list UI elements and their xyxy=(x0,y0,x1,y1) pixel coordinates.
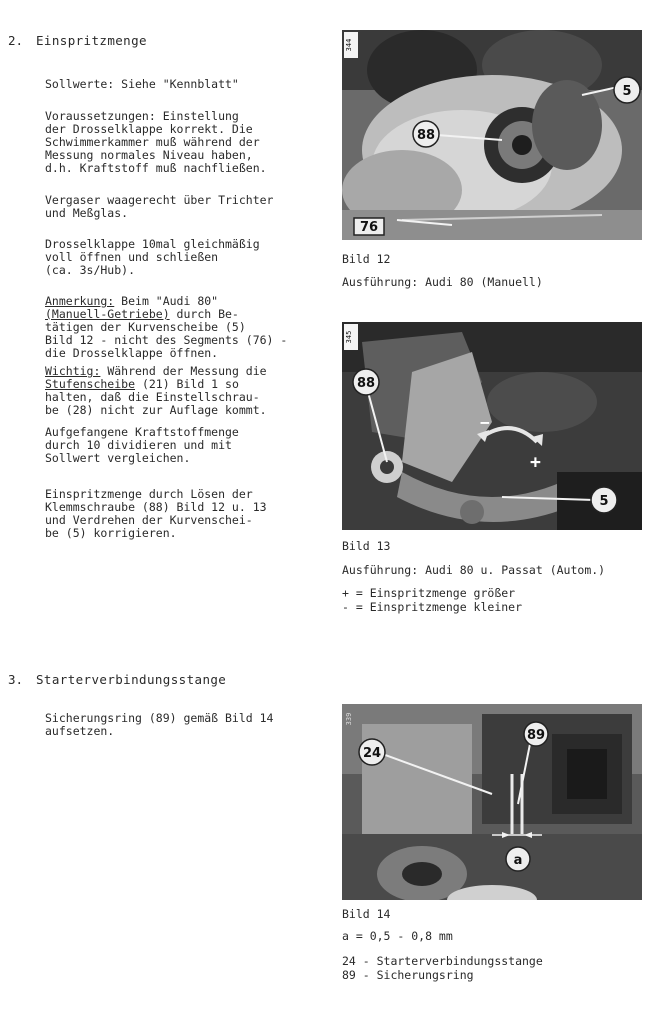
section-2-carburetor-position: Vergaser waagerecht über Trichter und Meßglas. xyxy=(45,193,274,220)
svg-text:−: − xyxy=(480,413,490,432)
figure-12-caption-title: Bild 12 xyxy=(342,252,391,266)
figure-14-caption-text: a = 0,5 - 0,8 mm xyxy=(342,929,453,943)
section-2-throttle-operation: Drosselklappe 10mal gleichmäßig voll öffnen und schließen (ca. 3s/Hub). xyxy=(45,237,260,277)
figure-12-caption-text: Ausführung: Audi 80 (Manuell) xyxy=(342,275,543,289)
figure-14-legend-24: 24 - Starterverbindungsstange xyxy=(342,954,543,968)
callout-5-label: 5 xyxy=(622,84,632,99)
important-label-2: Stufenscheibe xyxy=(45,377,136,391)
callout-88-label: 88 xyxy=(416,128,436,143)
note-label-gearbox: (Manuell-Getriebe) xyxy=(45,307,170,321)
figure-13-photo xyxy=(342,322,642,530)
callout-89-label: 89 xyxy=(526,728,546,743)
note-text: Beim "Audi 80" xyxy=(114,294,219,308)
callout-a-label: a xyxy=(513,853,523,868)
section-3-number: 3. xyxy=(8,672,24,687)
figure-13-legend-minus: - = Einspritzmenge kleiner xyxy=(342,600,523,614)
callout-76-label: 76 xyxy=(359,220,379,235)
section-2-correction: Einspritzmenge durch Lösen der Klemmschraube (88) Bild 12 u. 13 und Verdrehen der Kurvenschei- be (5) korrigieren. xyxy=(45,487,267,540)
section-2-important xyxy=(45,365,310,417)
callout-24-label: 24 xyxy=(362,746,382,761)
note-text-2: durch Be- tätigen der Kurvenscheibe (5) Bild 12 - nicht des Segments (76) - die Drosselklappe öffnen. xyxy=(45,307,288,360)
figure-12-photo xyxy=(342,30,642,240)
section-2-prerequisites: Voraussetzungen: Einstellung der Drosselklappe korrekt. Die Schwimmerkammer muß während der Messung normales Niveau haben, d.h. Kraftstoff muß nachfließen. xyxy=(45,109,267,175)
important-text: Während der Messung die xyxy=(100,364,267,378)
callout-88-label-fig13: 88 xyxy=(356,376,376,391)
figure-14-caption-title: Bild 14 xyxy=(342,907,391,921)
figure-13-caption-text: Ausführung: Audi 80 u. Passat (Autom.) xyxy=(342,563,606,577)
section-3-instruction: Sicherungsring (89) gemäß Bild 14 aufsetzen. xyxy=(45,711,274,738)
section-2-note xyxy=(45,295,310,360)
important-label: Wichtig: xyxy=(45,364,101,378)
important-text-2: (21) Bild 1 so halten, daß die Einstellschrau- be (28) nicht zur Auflage kommt. xyxy=(45,377,267,417)
figure-13-caption-title: Bild 13 xyxy=(342,539,391,553)
figure-13-legend-plus: + = Einspritzmenge größer xyxy=(342,586,516,600)
svg-text:+: + xyxy=(530,452,541,473)
figure-12-stamp: 344 xyxy=(345,38,353,52)
callout-5-label-fig13: 5 xyxy=(599,494,609,509)
section-2-number: 2. xyxy=(8,33,24,48)
figure-14-photo xyxy=(342,704,642,900)
section-3-title: Starterverbindungsstange xyxy=(36,672,227,687)
section-2-title: Einspritzmenge xyxy=(36,33,147,48)
figure-14-legend-89: 89 - Sicherungsring xyxy=(342,968,474,982)
figure-14-stamp: 339 xyxy=(345,712,353,726)
section-2-fuel-quantity: Aufgefangene Kraftstoffmenge durch 10 dividieren und mit Sollwert vergleichen. xyxy=(45,425,239,465)
section-2-target-values: Sollwerte: Siehe "Kennblatt" xyxy=(45,77,239,91)
note-label: Anmerkung: xyxy=(45,294,115,308)
figure-13-stamp: 345 xyxy=(345,330,353,344)
